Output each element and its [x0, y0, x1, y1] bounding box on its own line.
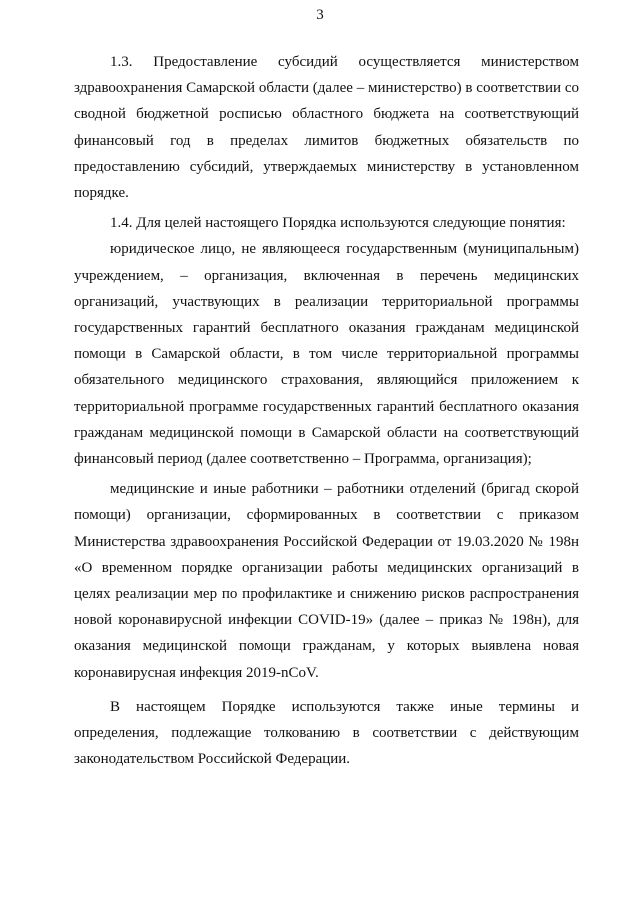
paragraph-1-4: 1.4. Для целей настоящего Порядка используются следующие понятия:: [110, 215, 566, 232]
paragraph-medical-workers-definition: медицинские и иные работники – работники отделений (бригад скорой помощи) организации, сформированных в соответствии с приказом Министерства здравоохранения Российской Федерации от 19.03.2020 № 198н «О временном порядке организации работы медицинских организаций в целях реализации мер по профилактике и снижению рисков распространения новой коронавирусной инфекции COVID-19» (далее – приказ № 198н), для оказания медицинской помощи гражданам, у которых выявлена новая коронавирусная инфекция 2019-nCoV.: [74, 481, 579, 681]
page-number: 3: [316, 7, 324, 23]
paragraph-1-3: 1.3. Предоставление субсидий осуществляется министерством здравоохранения Самарской области (далее – министерство) в соответствии со сводной бюджетной росписью областного бюджета на соответствующий финансовый год в пределах лимитов бюджетных обязательств по предоставлению субсидий, утверждаемых министерству в установленном порядке.: [74, 54, 579, 202]
paragraph-legal-entity-definition: юридическое лицо, не являющееся государственным (муниципальным) учреждением, – организация, включенная в перечень медицинских организаций, участвующих в реализации территориальной программы государственных гарантий бесплатного оказания гражданам медицинской помощи в Самарской области, в том числе территориальной программы обязательного медицинского страхования, являющийся приложением к территориальной программе государственных гарантий бесплатного оказания гражданам медицинской помощи в Самарской области на соответствующий финансовый период (далее соответственно – Программа, организация);: [74, 241, 579, 468]
document-body: [74, 49, 579, 772]
paragraph-other-terms: В настоящем Порядке используются также иные термины и определения, подлежащие толкованию в соответствии с действующим законодательством Российской Федерации.: [74, 698, 579, 768]
